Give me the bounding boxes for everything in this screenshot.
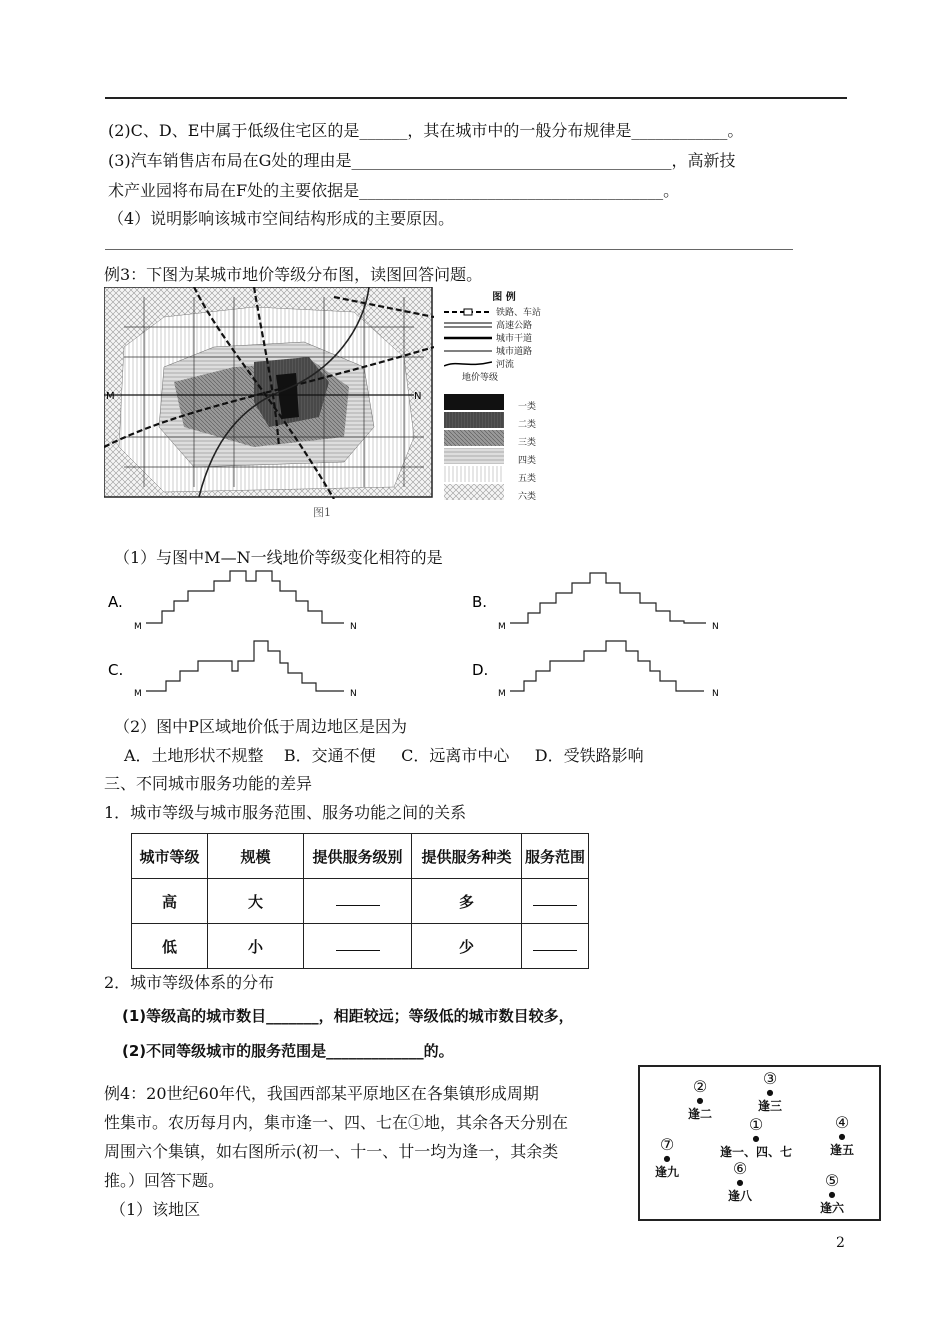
ex3-q2: （2）图中P区域地价低于周边地区是因为 bbox=[114, 717, 407, 736]
svg-text:N: N bbox=[350, 689, 357, 699]
market-7: ⑦ ● 逢九 bbox=[655, 1135, 680, 1179]
ex4-line-4: 推。）回答下题。 bbox=[104, 1171, 225, 1190]
option-a bbox=[108, 571, 357, 632]
svg-text:M: M bbox=[134, 622, 142, 632]
option-c bbox=[108, 641, 357, 699]
map-label-m: M bbox=[106, 391, 115, 402]
section-3-p1: 1．城市等级与城市服务范围、服务功能之间的关系 bbox=[104, 803, 467, 822]
option-b bbox=[472, 573, 719, 632]
market-diagram bbox=[638, 1065, 881, 1221]
section-3-p2: 2．城市等级体系的分布 bbox=[104, 973, 275, 992]
land-level-3: 三类 bbox=[518, 438, 537, 448]
legend-title: 图 例 bbox=[492, 292, 516, 303]
market-4: ④ ● 逢五 bbox=[830, 1113, 855, 1157]
city-level-table bbox=[131, 833, 589, 969]
market-2: ② ● 逢二 bbox=[688, 1077, 713, 1121]
svg-text:D.: D. bbox=[472, 661, 489, 679]
option-d bbox=[472, 641, 719, 699]
blank-cell[interactable] bbox=[304, 879, 412, 924]
map-label-n: N bbox=[414, 391, 422, 402]
th-scale: 规模 bbox=[208, 834, 304, 879]
map-legend bbox=[444, 288, 564, 502]
q2-line-4: （4）说明影响该城市空间结构形成的主要原因。 bbox=[108, 209, 455, 228]
legend-river: 河流 bbox=[444, 357, 564, 370]
th-level: 城市等级 bbox=[132, 834, 208, 879]
q2-line-3: 术产业园将布局在F处的主要依据是______________________________________。 bbox=[108, 181, 680, 200]
ex4-line-2: 性集市。农历每月内，集市逢一、四、七在①地，其余各天分别在 bbox=[104, 1113, 569, 1132]
blank-cell[interactable] bbox=[522, 924, 589, 969]
legend-arterial: 城市干道 bbox=[496, 334, 533, 344]
table-row: 高 大 多 bbox=[132, 879, 589, 924]
ex4-line-3: 周围六个集镇，如右图所示(初一、十一、廿一均为逢一，其余类 bbox=[104, 1142, 559, 1161]
svg-text:M: M bbox=[498, 622, 506, 632]
page-number: 2 bbox=[836, 1235, 845, 1251]
market-1: ① ● 逢一、四、七 bbox=[719, 1115, 792, 1159]
q2-line-2: (3)汽车销售店布局在G处的理由是________________________________________，高新技 bbox=[108, 151, 736, 170]
land-level-5: 五类 bbox=[518, 474, 537, 484]
section-3-b2: (2)不同等级城市的服务范围是_____________的。 bbox=[122, 1042, 454, 1060]
th-service-type: 提供服务种类 bbox=[412, 834, 522, 879]
ex3-title: 例3：下图为某城市地价等级分布图，读图回答问题。 bbox=[104, 265, 483, 284]
th-service-level: 提供服务级别 bbox=[304, 834, 412, 879]
land-price-map bbox=[104, 287, 434, 499]
blank-cell[interactable] bbox=[522, 879, 589, 924]
ex3-q1: （1）与图中M—N一线地价等级变化相符的是 bbox=[114, 548, 443, 567]
q2-line-1: (2)C、D、E中属于低级住宅区的是______，其在城市中的一般分布规律是____________。 bbox=[108, 121, 744, 140]
blank-cell[interactable] bbox=[304, 924, 412, 969]
svg-text:C.: C. bbox=[108, 661, 124, 679]
header-rule bbox=[105, 97, 847, 99]
section-3-b1: (1)等级高的城市数目_______，相距较远；等级低的城市数目较多， bbox=[122, 1007, 574, 1025]
th-service-range: 服务范围 bbox=[522, 834, 589, 879]
land-level-6: 六类 bbox=[518, 492, 537, 502]
svg-text:B.: B. bbox=[472, 593, 488, 611]
legend-road: 城市道路 bbox=[496, 347, 533, 357]
ex4-line-1: 例4：20世纪60年代，我国西部某平原地区在各集镇形成周期 bbox=[104, 1084, 539, 1103]
svg-text:A.: A. bbox=[108, 593, 123, 611]
land-level-4: 四类 bbox=[518, 456, 537, 466]
section-3-title: 三、不同城市服务功能的差异 bbox=[104, 774, 313, 793]
land-level-2: 二类 bbox=[518, 420, 537, 430]
svg-text:M: M bbox=[498, 689, 506, 699]
answer-rule bbox=[105, 249, 793, 250]
market-5: ⑤ ● 逢六 bbox=[820, 1171, 845, 1215]
svg-text:N: N bbox=[712, 689, 719, 699]
market-6: ⑥ ● 逢八 bbox=[728, 1159, 753, 1203]
ex3-q2-choices: A．土地形状不规整 B．交通不便 C．远离市中心 D．受铁路影响 bbox=[124, 746, 644, 765]
svg-text:N: N bbox=[350, 622, 357, 632]
legend-highway: 高速公路 bbox=[496, 321, 533, 331]
svg-text:N: N bbox=[712, 622, 719, 632]
market-3: ③ ● 逢三 bbox=[758, 1069, 783, 1113]
svg-text:M: M bbox=[134, 689, 142, 699]
legend-railway: 铁路、车站 bbox=[444, 305, 564, 318]
table-row: 低 小 少 bbox=[132, 924, 589, 969]
land-level-1: 一类 bbox=[518, 402, 537, 412]
profile-options bbox=[104, 565, 744, 705]
land-level-title: 地价等级 bbox=[462, 373, 499, 383]
fig-caption: 图1 bbox=[313, 506, 331, 519]
ex4-line-5: （1）该地区 bbox=[110, 1200, 201, 1219]
